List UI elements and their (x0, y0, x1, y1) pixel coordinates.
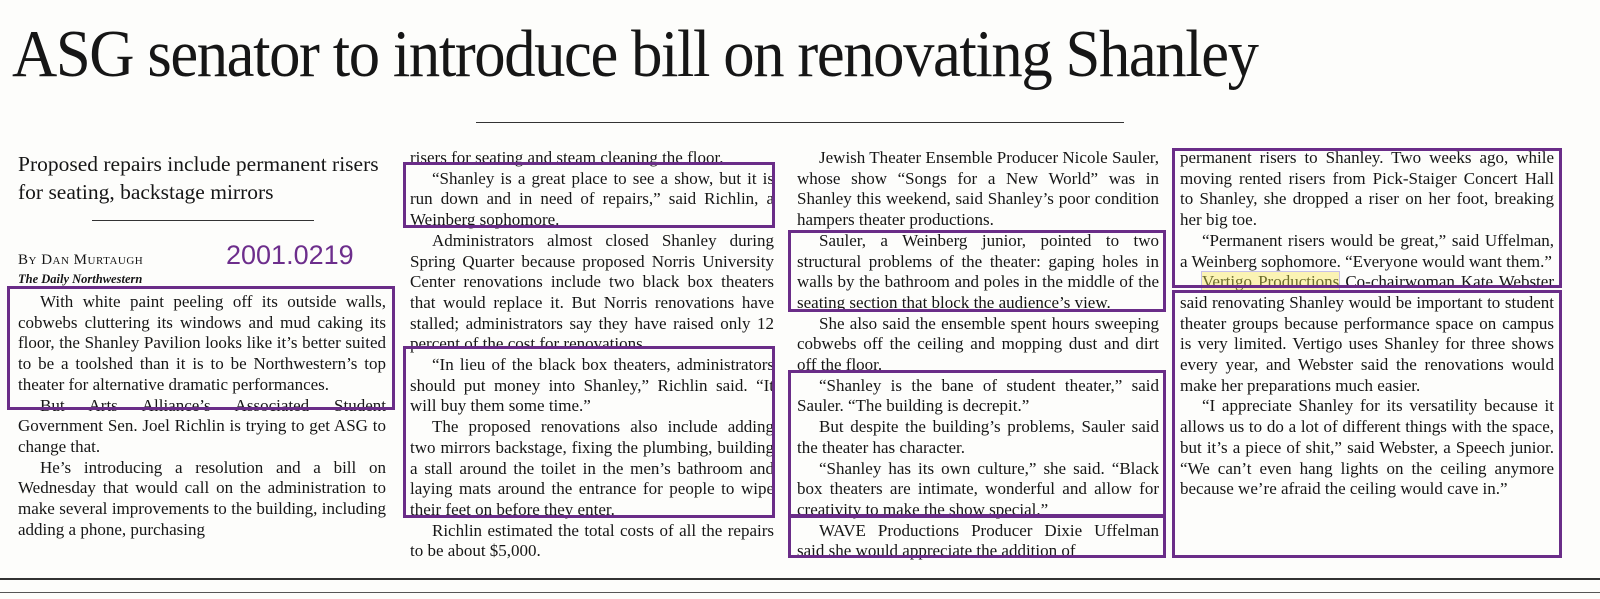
paragraph: Richlin estimated the total costs of all the repairs to be about $5,000. (410, 520, 774, 561)
paragraph: “Shanley is the bane of student theater,” said Sauler. “The building is decrepit.” (797, 375, 1159, 416)
highlighted-phrase: Vertigo Productions (1202, 272, 1340, 292)
paragraph: risers for seating and steam cleaning the floor. (410, 148, 724, 167)
affiliation: The Daily Northwestern (18, 272, 143, 286)
bottom-rule-thin (0, 592, 1600, 593)
paragraph: Sauler, a Weinberg junior, pointed to two structural problems of the theater: gaping holes in walls by the bathroom and poles in the middle of the seating section that block the audience’s view. (797, 230, 1159, 312)
paragraph: But Arts Alliance’s Associated Student Government Sen. Joel Richlin is trying to get ASG to change that. (18, 395, 386, 456)
paragraph-text: Co-chairwoman Kate Webster said renovating Shanley would be important to student theater groups because performance space on campus is very limited. Vertigo uses Shanley for three shows every year, and Webster said the renovations would make her preparations much easier. (1180, 272, 1554, 395)
paragraph: He’s introducing a resolution and a bill on Wednesday that would call on the administration to make several improvements to the building, including adding a phone, purchasing (18, 457, 386, 539)
paragraph: “Permanent risers would be great,” said Uffelman, a Weinberg sophomore. “Everyone would want them.” (1180, 230, 1554, 271)
bottom-rule (0, 578, 1600, 580)
subhead: Proposed repairs include permanent risers for seating, backstage mirrors (18, 152, 379, 204)
paragraph: “Shanley has its own culture,” she said. “Black box theaters are intimate, wonderful and allow for creativity to make the show special.” (797, 458, 1159, 519)
headline-rule (476, 122, 1124, 123)
paragraph: But despite the building’s problems, Sauler said the theater has character. (797, 417, 1159, 457)
paragraph: The proposed renovations also include adding two mirrors backstage, fixing the plumbing, building a stall around the toilet in the men’s bathroom and laying mats around the entrance for people to wipe their feet on before they enter. (410, 417, 774, 519)
byline: By Dan Murtaugh (18, 252, 144, 268)
paragraph: She also said the ensemble spent hours sweeping cobwebs off the ceiling and mopping dust and dirt off the floor. (797, 313, 1159, 375)
paragraph: permanent risers to Shanley. Two weeks ago, while moving rented risers from Pick-Staiger Concert Hall to Shanley, she dropped a riser on her foot, breaking her big toe. (1180, 148, 1554, 230)
article-column-1 (18, 292, 386, 540)
headline: ASG senator to introduce bill on renovating Shanley (12, 17, 1258, 91)
paragraph: Administrators almost closed Shanley during Spring Quarter because proposed Norris University Center renovations include two black box theaters that would replace it. But Norris renovations have stalled; administrators say they have raised only 12 percent of the cost for renovations. (410, 230, 774, 354)
article-column-3 (797, 148, 1159, 562)
paragraph: “Shanley is a great place to see a show, but it is run down and in need of repairs,” said Richlin, a Weinberg sophomore. (410, 168, 774, 230)
paragraph: Jewish Theater Ensemble Producer Nicole Sauler, whose show “Songs for a New World” was in Shanley this weekend, said Shanley’s poor condition hampers theater productions. (797, 148, 1159, 230)
paragraph (1180, 272, 1554, 396)
subhead-rule (92, 220, 314, 221)
article-column-2 (410, 148, 774, 562)
paragraph: “In lieu of the black box theaters, administrators should put money into Shanley,” Richlin said. “It will buy them some time.” (410, 355, 774, 416)
paragraph: WAVE Productions Producer Dixie Uffelman said she would appreciate the addition of (797, 520, 1159, 561)
date-stamp: 2001.0219 (226, 240, 354, 270)
paragraph: With white paint peeling off its outside walls, cobwebs cluttering its windows and mud caking its floor, the Shanley Pavilion looks like it’s better suited to be a toolshed than it is to be Northwestern’s top theater for alternative dramatic performances. (18, 292, 386, 394)
paragraph: “I appreciate Shanley for its versatility because it allows us to do a lot of different things with the space, but it’s a piece of shit,” said Webster, a Speech junior. “We can’t even hang lights on the ceiling anymore because we’re afraid the ceiling would cave in.” (1180, 396, 1554, 499)
article-column-4 (1180, 148, 1554, 500)
